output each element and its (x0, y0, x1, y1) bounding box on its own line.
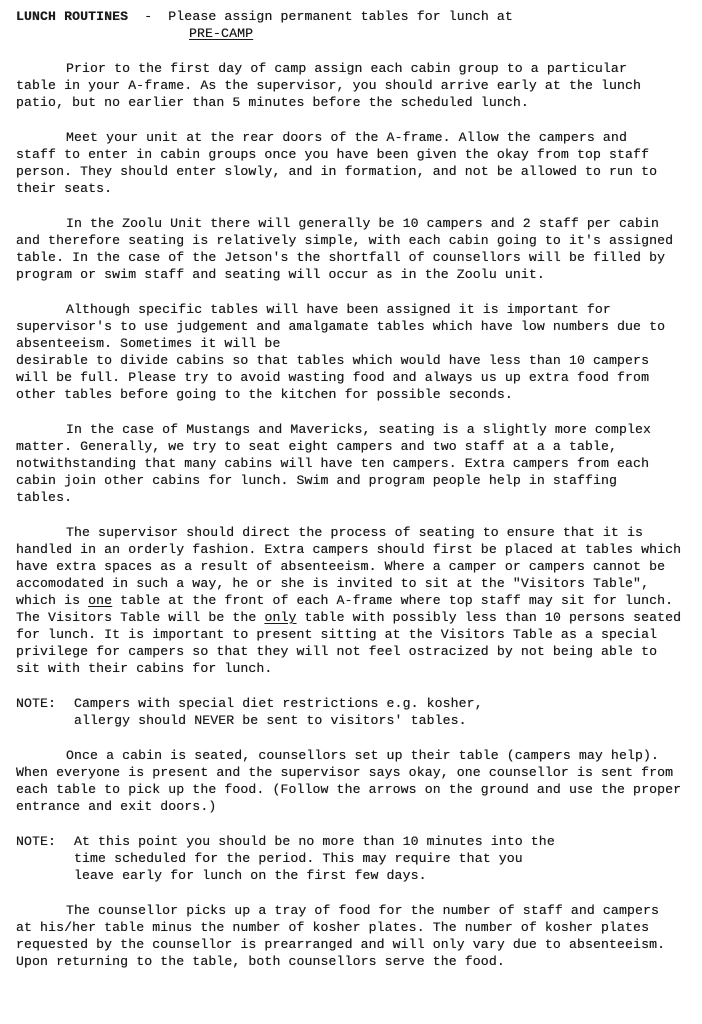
paragraph-amalgamate-part-b: desirable to divide cabins so that tables which would have less than 10 campers will be full. Please try to avoid wasting food and always us up extra food from other tables before going to the kitchen for possible seconds. (16, 353, 650, 402)
title-separator: - (144, 9, 153, 24)
document-body (16, 8, 696, 970)
underlined-only: only (264, 610, 297, 625)
paragraph-mustangs-mavericks: In the case of Mustangs and Mavericks, seating is a slightly more complex matter. Generally, we try to seat eight campers and two staff at a a table, notwithstanding that many cabins will have ten campers. Extra campers from each cabin join other cabins for lunch. Swim and program people help in staffing tables. (16, 422, 652, 505)
subtitle-continuation (16, 25, 696, 42)
document-header (16, 8, 696, 25)
paragraph-amalgamate-tables (16, 301, 696, 403)
paragraph-amalgamate-part-a: Although specific tables will have been assigned it is important for supervisor's to use judgement and amalgamate tables which have low numbers due to absenteeism. Sometimes it will be (16, 302, 666, 351)
note-text: Campers with special diet restrictions e.g. kosher, allergy should NEVER be sent to visitors' tables. (74, 696, 483, 728)
visitors-text-part2: table at the front of each A-frame where top staff may sit for lunch. The Visitors Table will be the (16, 593, 674, 625)
paragraph-table-assignment: Prior to the first day of camp assign each cabin group to a particular table in your A-frame. As the supervisor, you should arrive early at the lunch patio, but no earlier than 5 minutes before the scheduled lunch. (16, 61, 642, 110)
note-special-diet (16, 695, 516, 729)
document-subtitle: Please assign permanent tables for lunch at (168, 9, 513, 24)
paragraph-visitors-table (16, 524, 688, 677)
note-text: At this point you should be no more than 10 minutes into the time scheduled for the period. This may require that you leave early for lunch on the first few days. (74, 834, 555, 883)
paragraph-counsellors-setup: Once a cabin is seated, counsellors set up their table (campers may help). When everyone is present and the supervisor says okay, one counsellor is sent from each table to pick up the food. (Follow the arrows on the ground and use the proper entrance and exit doors.) (16, 748, 682, 814)
note-label: NOTE: (16, 696, 57, 711)
visitors-text-part3: table with possibly less than 10 persons seated for lunch. It is important to present sitting at the Visitors Table as a special privilege for campers so that they will not feel ostracized by not being able to sit with their cabins for lunch. (16, 610, 682, 676)
note-label: NOTE: (16, 834, 57, 849)
pre-camp-underlined: PRE-CAMP (189, 26, 254, 41)
paragraph-entry-procedure: Meet your unit at the rear doors of the A-frame. Allow the campers and staff to enter in cabin groups once you have been given the okay from top staff person. They should enter slowly, and in formation, and not be allowed to run to their seats. (16, 130, 658, 196)
document-title: LUNCH ROUTINES (16, 9, 129, 24)
underlined-one: one (88, 593, 113, 608)
visitors-text-part1: The supervisor should direct the process of seating to ensure that it is handled in an orderly fashion. Extra campers should first be placed at tables which have extra spaces as a result of absenteeism. Where a camper or campers cannot be accomodated in such a way, he or she is invited to sit at the "Visitors Table", which is (16, 525, 682, 608)
note-timing (16, 833, 568, 884)
paragraph-food-tray: The counsellor picks up a tray of food for the number of staff and campers at his/her table minus the number of kosher plates. The number of kosher plates requested by the counsellor is prearranged and will only vary due to absenteeism. Upon returning to the table, both counsellors serve the food. (16, 903, 666, 969)
paragraph-zoolu-unit: In the Zoolu Unit there will generally be 10 campers and 2 staff per cabin and therefore seating is relatively simple, with each cabin going to it's assigned table. In the case of the Jetson's the shortfall of counsellors will be filled by program or swim staff and seating will occur as in the Zoolu unit. (16, 216, 674, 282)
